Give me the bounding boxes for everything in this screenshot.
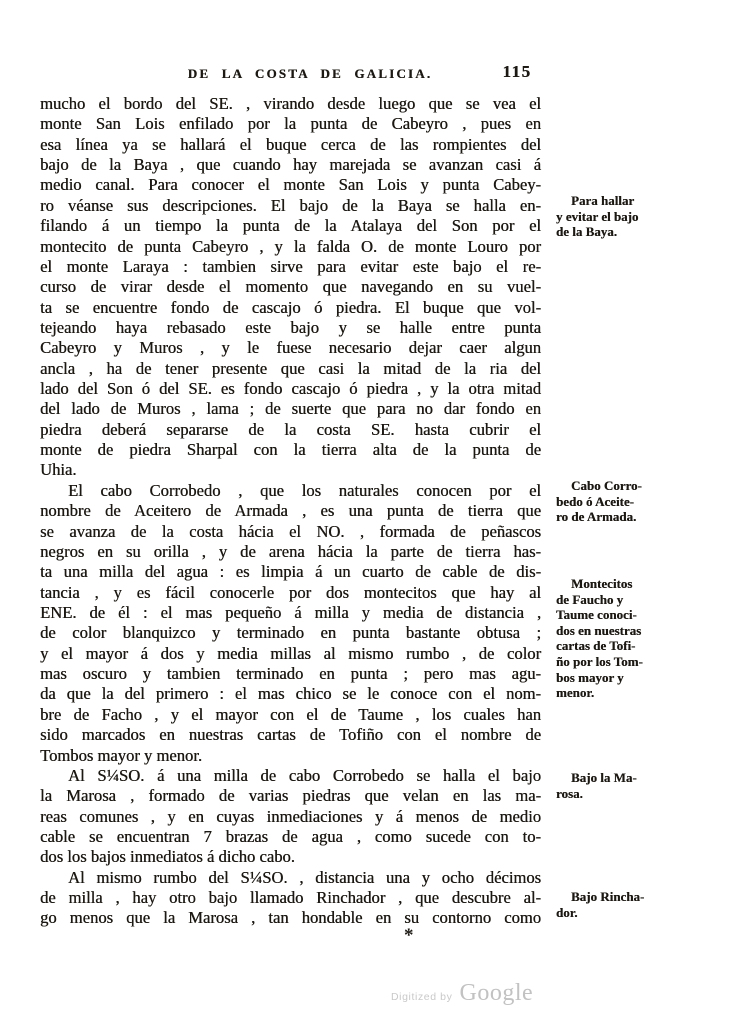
text-line: bajo de la Baya , que cuando hay marejada se avanzan casi á: [40, 155, 541, 175]
margin-note-bajo-rinchador: [556, 889, 710, 920]
text-line: da que la del primero : el mas chico se le conoce con el nom-: [40, 684, 541, 704]
text-line: ro véanse sus descripciones. El bajo de la Baya se halla en-: [40, 195, 541, 215]
watermark-prefix-text: Digitized by: [391, 991, 453, 1003]
text-line: y evitar el bajo: [556, 208, 639, 224]
text-line: ancla , ha de tener presente que casi la mitad de la ria del: [40, 358, 541, 378]
text-line: mucho el bordo del SE. , virando desde luego que se vea el: [40, 94, 541, 113]
text-line: la Marosa , formado de varias piedras que velan en las ma-: [40, 786, 541, 806]
text-line: el monte Laraya : tambien sirve para evitar este bajo el re-: [40, 256, 541, 276]
text-line: Al S¼SO. á una milla de cabo Corrobedo se halla el bajo: [68, 765, 541, 785]
text-line: Tombos mayor y menor.: [40, 745, 202, 765]
text-line: Cabo Corro-: [571, 478, 642, 493]
text-line: bedo ó Aceite-: [556, 493, 634, 509]
text-line: esa línea ya se hallará el buque cerca de las rompientes del: [40, 134, 541, 154]
text-line: mas oscuro y tambien terminado en punta ; pero mas agu-: [40, 664, 541, 684]
text-line: de Faucho y: [556, 591, 624, 607]
text-line: lado del Son ó del SE. es fondo cascajo ó piedra , y la otra mitad: [40, 379, 541, 399]
text-line: de la Baya.: [556, 224, 618, 240]
text-line: monte San Lois enfilado por la punta de Cabeyro , pues en: [40, 114, 541, 134]
text-line: rosa.: [556, 785, 583, 801]
text-line: Uhia.: [40, 460, 77, 480]
margin-note-cabo-corrobedo: [556, 478, 710, 525]
text-line: tancia , y es fácil conocerle por dos montecitos que hay al: [40, 582, 541, 602]
text-line: negros en su orilla , y de arena hácia la parte de tierra has-: [40, 541, 541, 561]
google-logo: Google: [459, 980, 534, 1006]
text-line: ta una milla del agua : es limpia á un cuarto de cable de dis-: [40, 562, 541, 582]
text-line: Bajo Rincha-: [571, 889, 645, 904]
text-line: tejeando haya rebasado este bajo y se halle entre punta: [40, 317, 541, 337]
text-line: Cabeyro y Muros , y le fuese necesario dejar caer algun: [40, 338, 541, 358]
text-line: ta se encuentre fondo de cascajo ó piedra. El buque que vol-: [40, 297, 541, 317]
text-line: y el mayor á dos y media millas al mismo rumbo , de color: [40, 643, 541, 663]
text-line: medio canal. Para conocer el monte San Lois y punta Cabey-: [40, 175, 541, 195]
body-paragraph: [40, 766, 541, 868]
body-text-column: [40, 94, 541, 929]
text-line: monte de piedra Sharpal con la tierra alta de la punta de: [40, 440, 541, 460]
text-line: bos mayor y: [556, 669, 624, 685]
text-line: montecito de punta Cabeyro , y la falda O. de monte Louro por: [40, 236, 541, 256]
text-line: Bajo la Ma-: [571, 770, 637, 785]
body-paragraph: [40, 481, 541, 766]
text-line: El cabo Corrobedo , que los naturales conocen por el: [68, 480, 541, 500]
margin-note-bajo-de-la-baya: [556, 193, 710, 240]
body-paragraph: [40, 94, 541, 481]
text-line: Montecitos: [571, 576, 633, 591]
text-line: de milla , hay otro bajo llamado Rinchador , que descubre al-: [40, 888, 541, 908]
text-line: cartas de Tofi-: [556, 638, 636, 654]
text-line: dor.: [556, 904, 578, 920]
text-line: curso de virar desde el momento que navegando en su vuel-: [40, 277, 541, 297]
text-line: nombre de Aceitero de Armada , es una punta de tierra que: [40, 501, 541, 521]
running-header-title: DE LA COSTA DE GALICIA.: [187, 66, 433, 81]
text-line: ro de Armada.: [556, 509, 637, 525]
margin-note-montecitos-faucho-taume: [556, 576, 710, 701]
text-line: Para hallar: [571, 193, 635, 208]
text-line: Taume conoci-: [556, 607, 637, 623]
text-line: filando á un tiempo la punta de la Atalaya del Son por el: [40, 216, 541, 236]
text-line: bre de Facho , y el mayor con el de Taume , los cuales han: [40, 704, 541, 724]
signature-mark: *: [404, 925, 414, 946]
margin-note-bajo-la-marosa: [556, 770, 710, 801]
text-line: del lado de Muros , lama ; de suerte que para no dar fondo en: [40, 399, 541, 419]
text-line: ENE. de él : el mas pequeño á milla y media de distancia ,: [40, 602, 541, 622]
text-line: dos en nuestras: [556, 622, 642, 638]
body-paragraph: [40, 868, 541, 929]
text-line: sido marcados en nuestras cartas de Tofiño con el nombre de: [40, 725, 541, 745]
text-line: dos los bajos inmediatos á dicho cabo.: [40, 847, 295, 867]
text-line: se avanza de la costa hácia el NO. , formada de peñascos: [40, 521, 541, 541]
page-number: 115: [502, 62, 532, 81]
text-line: piedra deberá separarse de la costa SE. hasta cubrir el: [40, 419, 541, 439]
text-line: cable se encuentran 7 brazas de agua , como sucede con to-: [40, 826, 541, 846]
text-line: ño por los Tom-: [556, 653, 643, 669]
text-line: de color blanquizco y terminado en punta bastante obtusa ;: [40, 623, 541, 643]
digitization-watermark: [391, 980, 533, 1007]
text-line: go menos que la Marosa , tan hondable en su contorno como: [40, 908, 541, 928]
text-line: reas comunes , y en cuyas inmediaciones y á menos de medio: [40, 806, 541, 826]
text-line: Al mismo rumbo del S¼SO. , distancia una y ocho décimos: [68, 867, 541, 887]
text-line: menor.: [556, 685, 595, 701]
